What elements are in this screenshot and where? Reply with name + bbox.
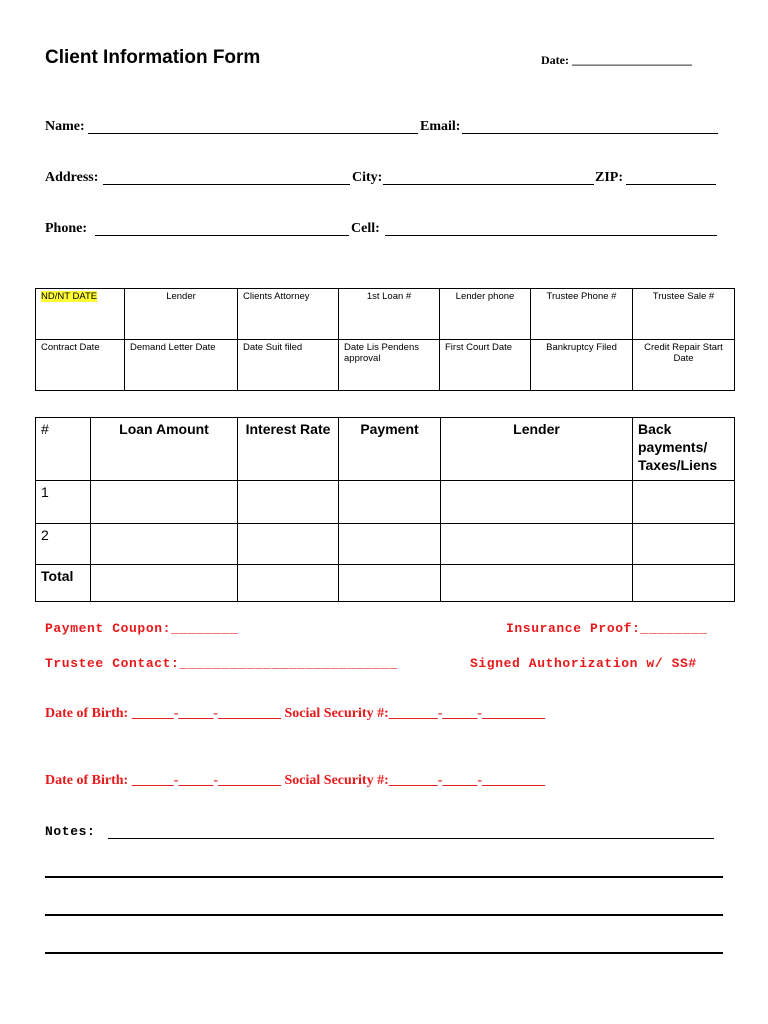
- loan-table: [35, 417, 735, 602]
- table-row: [36, 565, 735, 602]
- table-cell[interactable]: [633, 565, 735, 602]
- table-row: [36, 340, 735, 391]
- city-label: City:: [352, 170, 383, 185]
- insurance-proof-field[interactable]: Insurance Proof:________: [506, 621, 708, 636]
- table-cell[interactable]: Contract Date: [36, 340, 125, 391]
- notes-line[interactable]: [45, 952, 723, 954]
- table-cell[interactable]: [36, 289, 125, 340]
- notes-input-line[interactable]: [108, 838, 714, 839]
- case-info-table: [35, 288, 735, 391]
- table-cell[interactable]: [633, 481, 735, 524]
- table-header: Back payments/ Taxes/Liens: [633, 418, 735, 481]
- table-cell[interactable]: Trustee Sale #: [633, 289, 735, 340]
- table-cell[interactable]: [238, 481, 339, 524]
- total-label: Total: [36, 565, 91, 602]
- nd-nt-date-header: ND/NT DATE: [41, 291, 98, 302]
- table-cell[interactable]: [91, 565, 238, 602]
- table-cell[interactable]: [238, 524, 339, 565]
- table-header: Interest Rate: [238, 418, 339, 481]
- row-number: 2: [36, 524, 91, 565]
- date-field[interactable]: Date: ____________________: [541, 53, 692, 67]
- email-label: Email:: [420, 119, 461, 134]
- zip-input-line[interactable]: [626, 184, 716, 185]
- notes-label: Notes:: [45, 824, 96, 839]
- table-cell[interactable]: Trustee Phone #: [531, 289, 633, 340]
- trustee-contact-field[interactable]: Trustee Contact:__________________________: [45, 656, 398, 671]
- table-cell[interactable]: Lender: [125, 289, 238, 340]
- email-input-line[interactable]: [462, 133, 718, 134]
- notes-line[interactable]: [45, 914, 723, 916]
- table-cell[interactable]: [238, 565, 339, 602]
- row-number: 1: [36, 481, 91, 524]
- form-title: Client Information Form: [45, 47, 261, 68]
- table-cell[interactable]: Bankruptcy Filed: [531, 340, 633, 391]
- table-row: [36, 524, 735, 565]
- table-cell[interactable]: Credit Repair Start Date: [633, 340, 735, 391]
- table-cell[interactable]: [441, 524, 633, 565]
- table-header: Lender: [441, 418, 633, 481]
- table-cell[interactable]: [339, 565, 441, 602]
- name-label: Name:: [45, 119, 85, 134]
- table-header: Loan Amount: [91, 418, 238, 481]
- table-cell[interactable]: [339, 481, 441, 524]
- dob-ssn-row-2[interactable]: Date of Birth: ______-_____-_________ Social Security #:_______-_____-_________: [45, 773, 546, 788]
- table-cell[interactable]: Date Lis Pendens approval: [339, 340, 440, 391]
- table-cell[interactable]: [633, 524, 735, 565]
- table-cell[interactable]: [441, 481, 633, 524]
- phone-label: Phone:: [45, 221, 87, 236]
- table-cell[interactable]: Lender phone: [440, 289, 531, 340]
- table-cell[interactable]: [441, 565, 633, 602]
- city-input-line[interactable]: [383, 184, 594, 185]
- address-label: Address:: [45, 170, 99, 185]
- table-cell[interactable]: 1st Loan #: [339, 289, 440, 340]
- phone-input-line[interactable]: [95, 235, 349, 236]
- address-input-line[interactable]: [103, 184, 350, 185]
- table-row: [36, 481, 735, 524]
- cell-label: Cell:: [351, 221, 380, 236]
- table-cell[interactable]: [339, 524, 441, 565]
- name-input-line[interactable]: [88, 133, 418, 134]
- table-header: #: [36, 418, 91, 481]
- table-cell[interactable]: Clients Attorney: [238, 289, 339, 340]
- zip-label: ZIP:: [595, 170, 623, 185]
- table-cell[interactable]: First Court Date: [440, 340, 531, 391]
- dob-ssn-row-1[interactable]: Date of Birth: ______-_____-_________ Social Security #:_______-_____-_________: [45, 706, 546, 721]
- table-cell[interactable]: [91, 524, 238, 565]
- table-row: [36, 418, 735, 481]
- table-cell[interactable]: Demand Letter Date: [125, 340, 238, 391]
- table-cell[interactable]: Date Suit filed: [238, 340, 339, 391]
- table-row: [36, 289, 735, 340]
- table-cell[interactable]: [91, 481, 238, 524]
- signed-authorization-field[interactable]: Signed Authorization w/ SS#: [470, 656, 697, 671]
- payment-coupon-field[interactable]: Payment Coupon:________: [45, 621, 239, 636]
- cell-input-line[interactable]: [385, 235, 717, 236]
- table-header: Payment: [339, 418, 441, 481]
- notes-line[interactable]: [45, 876, 723, 878]
